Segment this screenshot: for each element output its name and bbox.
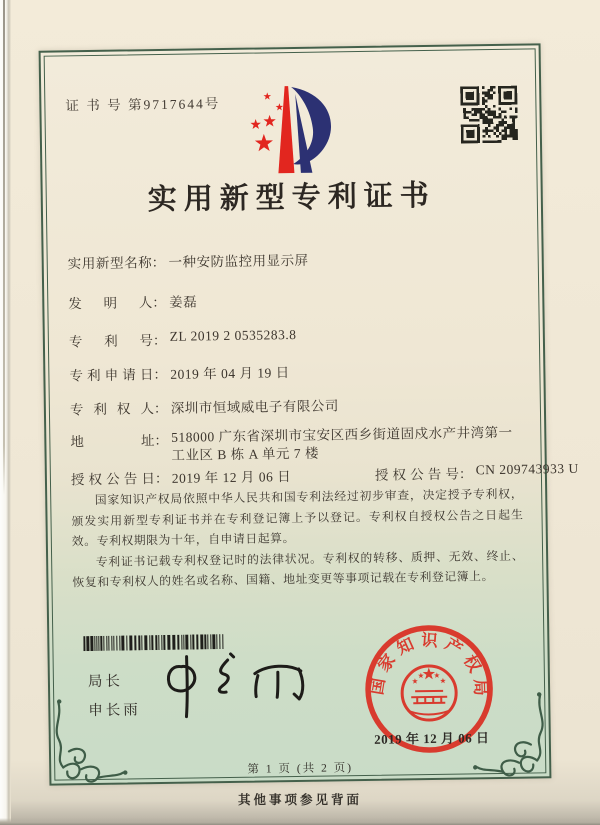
field-label: 专利权人	[69, 401, 155, 418]
field-label: 授权公告号	[374, 466, 460, 483]
field-value: 2019 年 12 月 06 日	[171, 469, 292, 486]
field-label: 专利号	[68, 333, 153, 350]
field-label: 发明人	[68, 295, 153, 312]
seal-agency-text: 国家知识产权局	[367, 630, 491, 702]
photo-bottom-edge	[0, 818, 600, 825]
field-label: 专利申请日	[69, 367, 154, 384]
patent-office-logo-icon	[235, 82, 368, 182]
field-value: 2019 年 04 月 19 日	[170, 365, 290, 382]
legal-paragraph-2: 专利证书记载专利权登记时的法律状况。专利权的转移、质押、无效、终止、恢复和专利权人的姓名或名称、国籍、地址变更等事项记载在专利登记簿上。	[72, 548, 525, 590]
field-value	[171, 424, 523, 465]
field-grant-number: 授权公告号： CN 209743933 U	[374, 460, 579, 483]
address-line-2: 工业区 B 栋 A 单元 7 楼	[171, 445, 320, 463]
field-value: CN 209743933 U	[475, 460, 579, 478]
seal-date: 2019 年 12 月 06 日	[374, 730, 490, 747]
legal-text	[71, 484, 524, 593]
legal-paragraph-1: 国家知识产权局依照中华人民共和国专利法经过初步审查，决定授予专利权，颁发实用新型专利证书并在专利登记簿上予以登记。专利权自授权公告之日起生效。专利权期限为十年，自申请日起算。	[71, 486, 524, 549]
field-value: 一种安防监控用显示屏	[168, 252, 309, 270]
field-value: 姜磊	[169, 294, 198, 310]
field-value: 深圳市恒域威电子有限公司	[170, 398, 339, 416]
field-patentee: 专利权人： 深圳市恒域威电子有限公司	[70, 394, 339, 418]
certificate-sheet	[39, 43, 579, 785]
field-filing-date: 专利申请日： 2019 年 04 月 19 日	[69, 361, 290, 384]
page-number: 第 1 页 (共 2 页)	[247, 762, 354, 776]
field-label: 地址	[70, 433, 155, 450]
field-patent-number: 专利号： ZL 2019 2 0535283.8	[68, 326, 297, 350]
commissioner-name: 申长雨	[88, 702, 141, 720]
field-label: 授权公告日	[70, 471, 156, 488]
back-note: 其他事项参见背面	[237, 793, 362, 807]
field-label: 实用新型名称	[67, 255, 152, 272]
qr-code-icon	[460, 86, 518, 144]
national-emblem-icon	[402, 666, 457, 721]
field-address: 地址： 518000 广东省深圳市宝安区西乡街道固戍水产井湾第一 工业区 B 栋 A 单元 7 楼	[70, 424, 523, 467]
photo-page-edge	[0, 0, 11, 825]
field-grant-date: 授权公告日： 2019 年 12 月 06 日	[71, 465, 291, 483]
signature-icon	[151, 638, 332, 731]
corner-flourish-icon	[460, 690, 555, 785]
corner-flourish-icon	[44, 696, 139, 791]
field-value: ZL 2019 2 0535283.8	[169, 326, 297, 344]
commissioner-title: 局长	[87, 673, 124, 691]
certificate-number: 证 书 号 第9717644号	[65, 96, 221, 114]
certificate-title: 实用新型专利证书	[147, 179, 437, 217]
field-inventor: 发明人： 姜磊	[68, 290, 197, 312]
address-line-1: 518000 广东省深圳市宝安区西乡街道固戍水产井湾第一	[171, 424, 513, 445]
field-utility-model-name: 实用新型名称： 一种安防监控用显示屏	[68, 249, 309, 273]
